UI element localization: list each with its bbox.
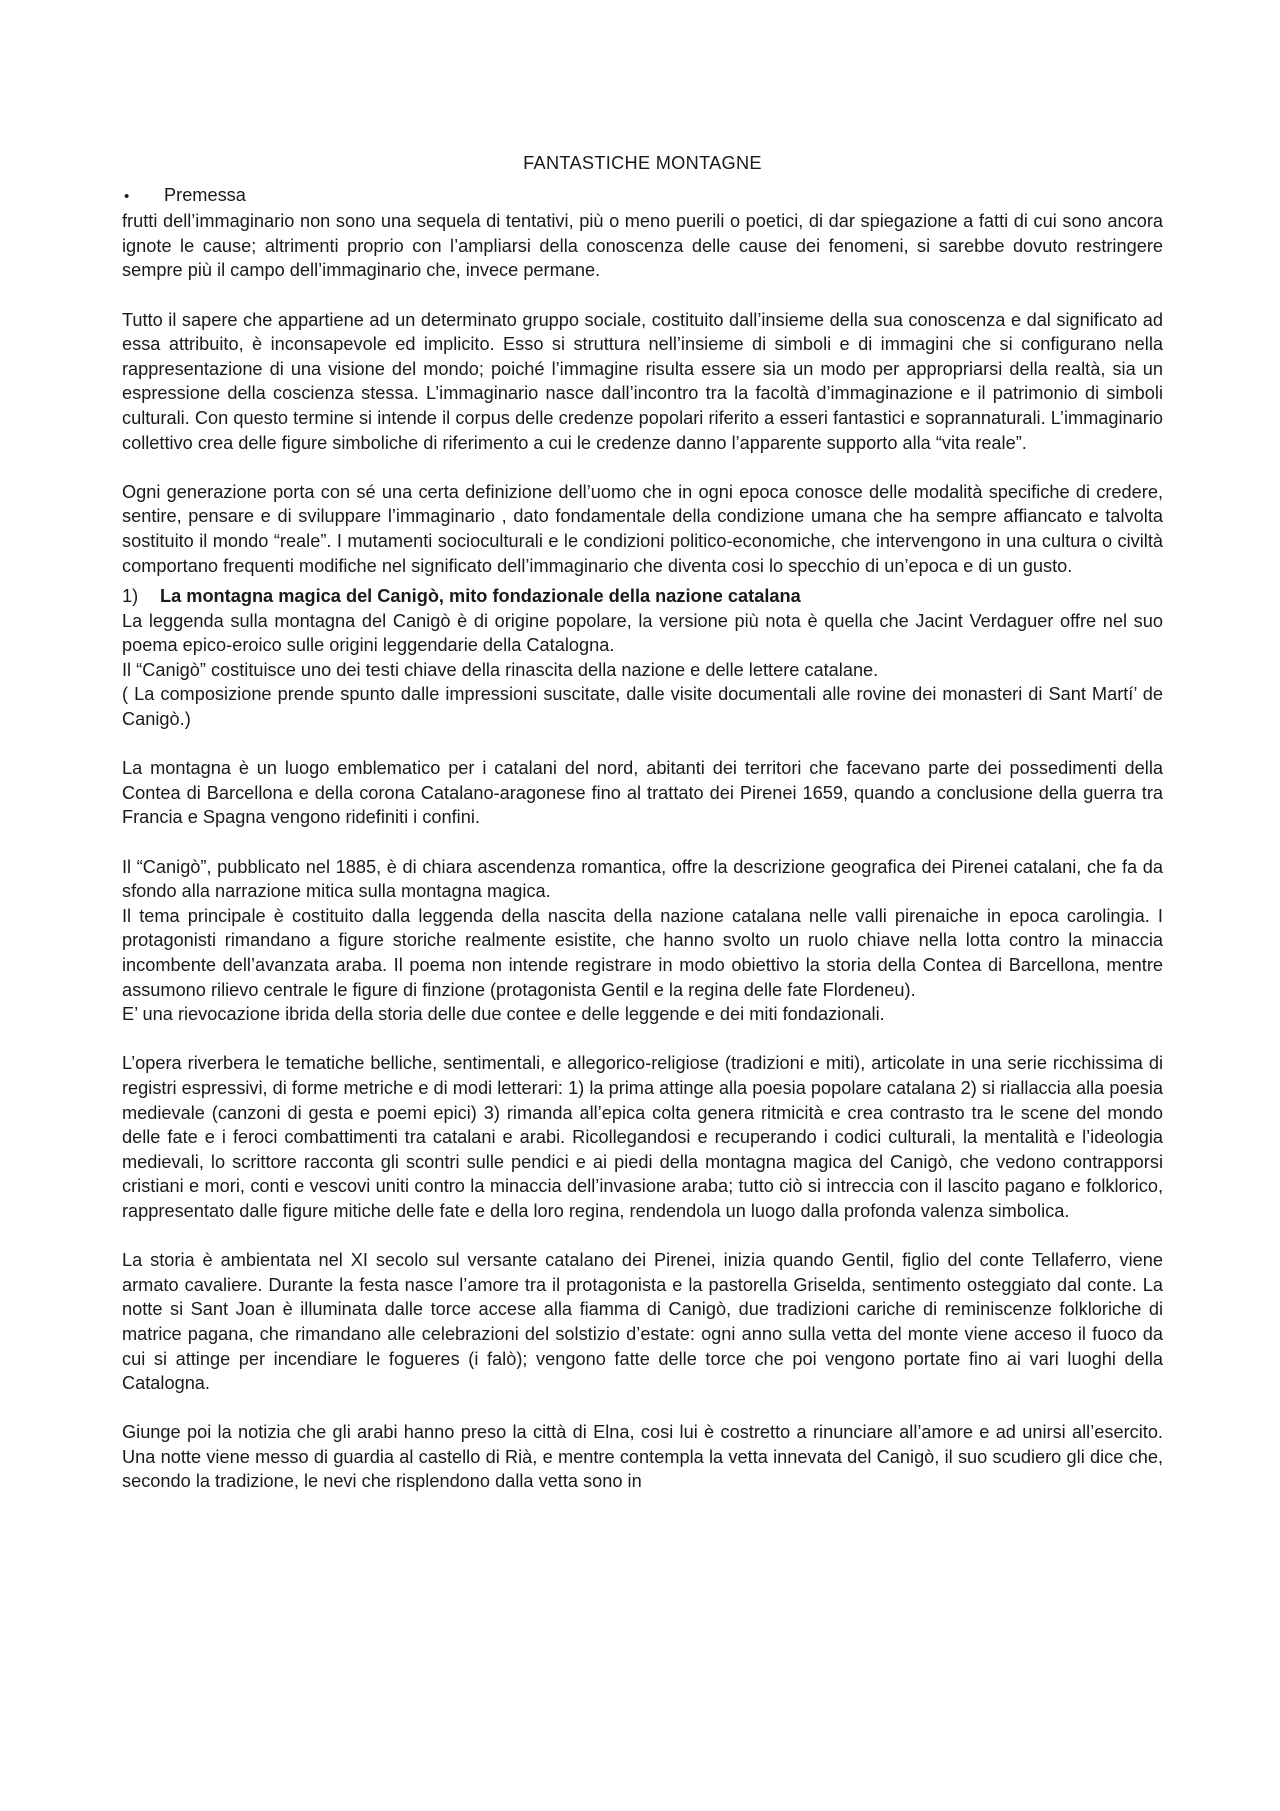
paragraph-4c: ( La composizione prende spunto dalle impressioni suscitate, dalle visite documentali alle rovine dei monasteri di Sant Martí’ de Canigò.) — [122, 684, 1163, 730]
paragraph-5: La montagna è un luogo emblematico per i catalani del nord, abitanti dei territori che facevano parte dei possedimenti della Contea di Barcellona e della corona Catalano-aragonese fino al trattato dei Pirenei 1659, quando a conclusione della guerra tra Francia e Spagna vengono ridefiniti i confini. — [122, 758, 1163, 828]
paragraph-6a: Il “Canigò”, pubblicato nel 1885, è di chiara ascendenza romantica, offre la descrizione geografica dei Pirenei catalani, che fa da sfondo alla narrazione mitica sulla montagna magica. — [122, 856, 1163, 902]
paragraph-6b: Il tema principale è costituito dalla leggenda della nascita della nazione catalana nelle valli pirenaiche in epoca carolingia. I protagonisti rimandano a figure storiche realmente esistite, che hanno svolto un ruolo chiave nella lotta contro la minaccia incombente dell’avanzata araba. Il poema non intende registrare in modo obiettivo la storia della Contea di Barcellona, mentre assumono rilievo centrale le figure di finzione (protagonista Gentil e la regina delle fate Flordeneu). — [122, 905, 1163, 1000]
paragraph-6c: E’ una rievocazione ibrida della storia delle due contee e delle leggende e dei miti fondazionali. — [122, 1004, 885, 1025]
paragraph-spacer — [122, 1224, 1163, 1249]
premessa-bullet-item — [122, 183, 1163, 210]
paragraph-spacer — [122, 1396, 1163, 1421]
document-title: FANTASTICHE MONTAGNE — [523, 153, 762, 173]
section-heading — [122, 584, 1163, 609]
paragraph-9: Giunge poi la notizia che gli arabi hanno preso la città di Elna, cosi lui è costretto a rinunciare all’amore e ad unirsi all’esercito. Una notte viene messo di guardia al castello di Rià, e mentre contempla la vetta innevata del Canigò, il suo scudiero gli dice che, secondo la tradizione, le nevi che risplendono dalla vetta sono in — [122, 1422, 1163, 1492]
paragraph-spacer — [122, 732, 1163, 757]
bullet-icon: • — [124, 187, 130, 205]
section-title: La montagna magica del Canigò, mito fondazionale della nazione catalana — [160, 586, 801, 607]
paragraph-4a: La leggenda sulla montagna del Canigò è di origine popolare, la versione più nota è quella che Jacint Verdaguer offre nel suo poema epico-eroico sulle origini leggendarie della Catalogna. — [122, 610, 1163, 656]
section-number: 1) — [122, 586, 139, 607]
paragraph-8: La storia è ambientata nel XI secolo sul versante catalano dei Pirenei, inizia quando Gentil, figlio del conte Tellaferro, viene armato cavaliere. Durante la festa nasce l’amore tra il protagonista e la pastorella Griselda, sentimento osteggiato dal conte. La notte si Sant Joan è illuminata dalle torce accese alla fiamma di Canigò, due tradizioni cariche di reminiscenze folkloriche di matrice pagana, che rimandano alle celebrazioni del solstizio d’estate: ogni anno sulla vetta del monte viene acceso il fuoco da cui si attinge per incendiare le fogueres (i falò); vengono fatte delle torce che poi vengono portate fino ai vari luoghi della Catalogna. — [122, 1250, 1163, 1394]
paragraph-1: frutti dell’immaginario non sono una sequela di tentativi, più o meno puerili o poetici, di dar spiegazione a fatti di cui sono ancora ignote le cause; altrimenti proprio con l’ampliarsi della conoscenza delle cause dei fenomeni, si sarebbe dovuto restringere sempre più il campo dell’immaginario che, invece permane. — [122, 211, 1163, 281]
paragraph-2: Tutto il sapere che appartiene ad un determinato gruppo sociale, costituito dall’insieme della sua conoscenza e dal significato ad essa attribuito, è inconsapevole ed implicito. Esso si struttura nell’insieme di simboli e di immagini che si configurano nella rappresentazione di una visione del mondo; poiché l’immagine risulta essere sia un modo per appropriarsi della realtà, sia un espressione della coscienza stessa. L’immaginario nasce dall’incontro tra la facoltà d’immaginazione e il patrimonio di simboli culturali. Con questo termine si intende il corpus delle credenze popolari riferito a esseri fantastici e soprannaturali. L’immaginario collettivo crea delle figure simboliche di riferimento a cui le credenze danno l’apparente supporto alla “vita reale”. — [122, 309, 1163, 453]
premessa-label: Premessa — [164, 184, 246, 205]
paragraph-7: L’opera riverbera le tematiche belliche, sentimentali, e allegorico-religiose (tradizioni e miti), articolate in una serie ricchissima di registri espressivi, di forme metriche e di modi letterari: 1) la prima attinge alla poesia popolare catalana 2) si riallaccia alla poesia medievale (canzoni di gesta e poemi epici) 3) rimanda all’epica colta genera ritmicità e crea contrasto tra le scene del mondo delle fate e i feroci combattimenti tra catalani e arabi. Ricollegandosi e recuperando i codici culturali, la mentalità e l’ideologia medievali, lo scrittore racconta gli scontri sulle pendici e ai piedi della montagna magica del Canigò, che vedono contrapporsi cristiani e mori, conti e vescovi uniti contro la minaccia dell’invasione araba; tutto ciò si intreccia con il lascito pagano e folklorico, rappresentato dalle figure mitiche delle fate e della loro regina, rendendola un luogo dalla profonda valenza simbolica. — [122, 1053, 1163, 1221]
document-body — [122, 151, 1163, 1494]
paragraph-spacer — [122, 455, 1163, 480]
paragraph-spacer — [122, 830, 1163, 855]
paragraph-4b: Il “Canigò” costituisce uno dei testi chiave della rinascita della nazione e delle lettere catalane. — [122, 659, 879, 680]
paragraph-spacer — [122, 1027, 1163, 1052]
paragraph-3: Ogni generazione porta con sé una certa definizione dell’uomo che in ogni epoca conosce delle modalità specifiche di credere, sentire, pensare e di sviluppare l’immaginario , dato fondamentale della condizione umana che ha sempre affiancato e talvolta sostituito il mondo “reale”. I mutamenti socioculturali e le condizioni politico-economiche, che intervengono in una cultura o civiltà comportano frequenti modifiche nel significato dell’immaginario che diventa cosi lo specchio di un’epoca e di un gusto. — [122, 481, 1163, 576]
paragraph-spacer — [122, 283, 1163, 308]
